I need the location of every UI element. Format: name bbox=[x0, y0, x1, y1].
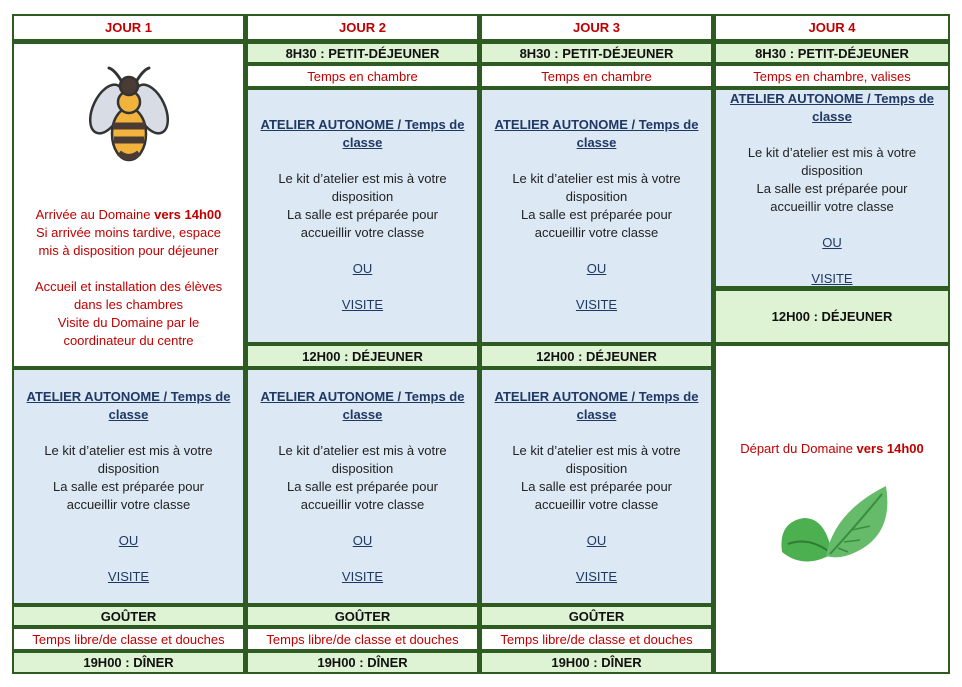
room-line2: accueillir votre classe bbox=[300, 497, 425, 512]
visit-link[interactable]: VISITE bbox=[341, 297, 384, 312]
arrival-time: vers 14h00 bbox=[154, 207, 222, 222]
room-line1: La salle est préparée pour bbox=[286, 207, 439, 222]
departure-text: Départ du Domaine bbox=[740, 441, 857, 456]
lunch-day-3 bbox=[482, 346, 711, 366]
visit-link[interactable]: VISITE bbox=[575, 297, 618, 312]
room-line1: La salle est préparée pour bbox=[756, 181, 908, 196]
arrival-text: Arrivée au Domaine bbox=[35, 207, 155, 222]
kit-line2: disposition bbox=[331, 189, 394, 204]
workshop-day-3-afternoon bbox=[482, 370, 711, 603]
late-arrival-line2: mis à disposition pour déjeuner bbox=[38, 243, 219, 258]
room-line1: La salle est préparée pour bbox=[520, 207, 673, 222]
tour-line2: coordinateur du centre bbox=[63, 333, 194, 348]
free-time-label: Temps libre/de classe et douches bbox=[266, 631, 459, 647]
kit-line2: disposition bbox=[801, 163, 863, 178]
kit-line1: Le kit d’atelier est mis à votre bbox=[278, 443, 447, 458]
or-link[interactable]: OU bbox=[352, 261, 373, 276]
breakfast-day-4 bbox=[716, 44, 948, 62]
kit-line1: Le kit d’atelier est mis à votre bbox=[278, 171, 447, 186]
kit-line1: Le kit d’atelier est mis à votre bbox=[512, 171, 681, 186]
workshop-title-line1: ATELIER AUTONOME / Temps de bbox=[260, 117, 465, 132]
header-day-3-label: JOUR 3 bbox=[573, 20, 620, 35]
day4-departure-cell bbox=[716, 346, 948, 672]
workshop-title-line2: classe bbox=[812, 109, 852, 124]
lunch-label: 12H00 : DÉJEUNER bbox=[771, 309, 893, 324]
header-day-2-label: JOUR 2 bbox=[339, 20, 386, 35]
kit-line1: Le kit d’atelier est mis à votre bbox=[44, 443, 213, 458]
late-arrival-line1: Si arrivée moins tardive, espace bbox=[36, 225, 221, 240]
or-link[interactable]: OU bbox=[118, 533, 139, 548]
header-day-2 bbox=[248, 16, 477, 39]
tour-line1: Visite du Domaine par le bbox=[57, 315, 200, 330]
breakfast-label: 8H30 : PETIT-DÉJEUNER bbox=[285, 45, 440, 61]
snack-label: GOÛTER bbox=[334, 608, 391, 624]
lunch-label: 12H00 : DÉJEUNER bbox=[302, 348, 423, 364]
dinner-day-2 bbox=[248, 653, 477, 672]
breakfast-day-2 bbox=[248, 44, 477, 62]
bee-icon bbox=[89, 64, 169, 164]
header-day-4 bbox=[716, 16, 948, 39]
free-time-day-1 bbox=[14, 629, 243, 649]
workshop-day-3-morning bbox=[482, 90, 711, 342]
free-time-day-3 bbox=[482, 629, 711, 649]
header-day-1-label: JOUR 1 bbox=[105, 20, 152, 35]
room-time-day-2 bbox=[248, 66, 477, 86]
free-time-label: Temps libre/de classe et douches bbox=[500, 631, 693, 647]
lunch-day-2 bbox=[248, 346, 477, 366]
kit-line2: disposition bbox=[97, 461, 160, 476]
workshop-title-line1: ATELIER AUTONOME / Temps de bbox=[26, 389, 231, 404]
snack-day-1 bbox=[14, 607, 243, 625]
dinner-label: 19H00 : DÎNER bbox=[551, 655, 642, 670]
or-link[interactable]: OU bbox=[586, 261, 607, 276]
day1-arrival-cell bbox=[14, 44, 243, 366]
workshop-title-line1: ATELIER AUTONOME / Temps de bbox=[494, 389, 699, 404]
lunch-day-4 bbox=[716, 291, 948, 342]
lunch-label: 12H00 : DÉJEUNER bbox=[536, 348, 657, 364]
header-day-1 bbox=[14, 16, 243, 39]
workshop-title-line2: classe bbox=[342, 135, 383, 150]
workshop-title-line1: ATELIER AUTONOME / Temps de bbox=[730, 91, 934, 106]
or-link[interactable]: OU bbox=[822, 235, 842, 250]
room-time-label: Temps en chambre bbox=[307, 68, 418, 84]
room-line1: La salle est préparée pour bbox=[520, 479, 673, 494]
welcome-line1: Accueil et installation des élèves bbox=[34, 279, 223, 294]
visit-link[interactable]: VISITE bbox=[575, 569, 618, 584]
kit-line2: disposition bbox=[331, 461, 394, 476]
room-time-label: Temps en chambre bbox=[541, 68, 652, 84]
room-time-label: Temps en chambre, valises bbox=[753, 68, 911, 84]
breakfast-label: 8H30 : PETIT-DÉJEUNER bbox=[755, 45, 909, 61]
workshop-title-line2: classe bbox=[342, 407, 383, 422]
departure-line bbox=[716, 440, 948, 458]
kit-line1: Le kit d’atelier est mis à votre bbox=[512, 443, 681, 458]
snack-label: GOÛTER bbox=[568, 608, 625, 624]
workshop-title-line2: classe bbox=[108, 407, 149, 422]
kit-line2: disposition bbox=[565, 461, 628, 476]
workshop-title-line1: ATELIER AUTONOME / Temps de bbox=[494, 117, 699, 132]
workshop-title-line2: classe bbox=[576, 135, 617, 150]
workshop-title-line2: classe bbox=[576, 407, 617, 422]
snack-label: GOÛTER bbox=[100, 608, 157, 624]
welcome-line2: dans les chambres bbox=[73, 297, 184, 312]
room-line2: accueillir votre classe bbox=[300, 225, 425, 240]
breakfast-day-3 bbox=[482, 44, 711, 62]
workshop-title-line1: ATELIER AUTONOME / Temps de bbox=[260, 389, 465, 404]
room-line2: accueillir votre classe bbox=[534, 497, 659, 512]
snack-day-2 bbox=[248, 607, 477, 625]
snack-day-3 bbox=[482, 607, 711, 625]
leaves-icon bbox=[774, 482, 894, 572]
dinner-label: 19H00 : DÎNER bbox=[83, 655, 174, 670]
workshop-day-4-morning bbox=[716, 90, 948, 286]
visit-link[interactable]: VISITE bbox=[341, 569, 384, 584]
free-time-label: Temps libre/de classe et douches bbox=[32, 631, 225, 647]
breakfast-label: 8H30 : PETIT-DÉJEUNER bbox=[519, 45, 674, 61]
header-day-3 bbox=[482, 16, 711, 39]
workshop-day-1-afternoon bbox=[14, 370, 243, 603]
or-link[interactable]: OU bbox=[586, 533, 607, 548]
room-time-day-4 bbox=[716, 66, 948, 86]
room-line1: La salle est préparée pour bbox=[52, 479, 205, 494]
room-line2: accueillir votre classe bbox=[534, 225, 659, 240]
arrival-line bbox=[14, 206, 243, 224]
free-time-day-2 bbox=[248, 629, 477, 649]
workshop-day-2-morning bbox=[248, 90, 477, 342]
or-link[interactable]: OU bbox=[352, 533, 373, 548]
kit-line2: disposition bbox=[565, 189, 628, 204]
room-line2: accueillir votre classe bbox=[770, 199, 894, 214]
visit-link[interactable]: VISITE bbox=[107, 569, 150, 584]
departure-time: vers 14h00 bbox=[856, 441, 924, 456]
schedule-table bbox=[12, 14, 950, 674]
dinner-day-1 bbox=[14, 653, 243, 672]
room-time-day-3 bbox=[482, 66, 711, 86]
header-day-4-label: JOUR 4 bbox=[808, 20, 856, 35]
room-line1: La salle est préparée pour bbox=[286, 479, 439, 494]
dinner-day-3 bbox=[482, 653, 711, 672]
visit-link[interactable]: VISITE bbox=[811, 271, 853, 286]
dinner-label: 19H00 : DÎNER bbox=[317, 655, 408, 670]
kit-line1: Le kit d’atelier est mis à votre bbox=[747, 145, 917, 160]
workshop-day-2-afternoon bbox=[248, 370, 477, 603]
room-line2: accueillir votre classe bbox=[66, 497, 191, 512]
